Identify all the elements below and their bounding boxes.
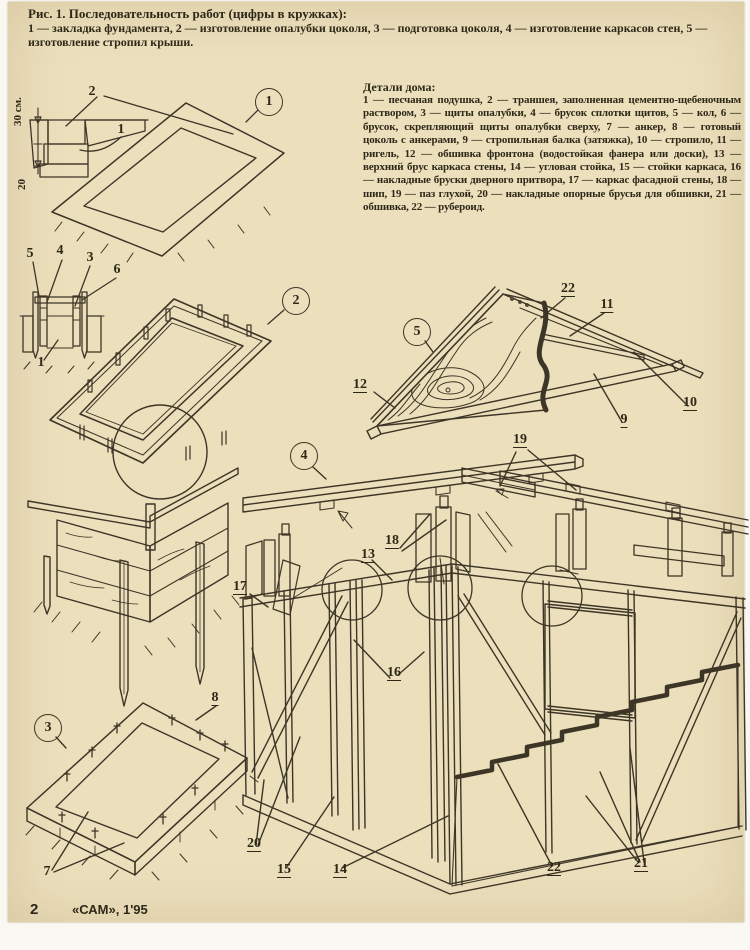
callout-top-beam: 13 bbox=[361, 547, 375, 562]
dim-label-20: 20 bbox=[16, 179, 28, 190]
callout-collar-tie: 11 bbox=[600, 297, 614, 312]
callout-facade-frame: 17 bbox=[233, 579, 247, 594]
callout-stake: 5 bbox=[26, 246, 34, 261]
callout-door-strips: 16 bbox=[387, 665, 401, 680]
callout-gable-sheathing: 12 bbox=[353, 377, 367, 392]
callout-sheathing: 21 bbox=[634, 856, 648, 871]
callout-tie-beam: 9 bbox=[620, 412, 628, 427]
callout-sand-cushion-2: 1 bbox=[37, 355, 45, 370]
step-circle-5: 5 bbox=[403, 318, 431, 346]
figure-caption bbox=[28, 6, 736, 49]
callout-rafter: 10 bbox=[683, 395, 697, 410]
caption-body: 1 — закладка фундамента, 2 — изготовление опалубки цоколя, 3 — подготовка цоколя, 4 — изготовление каркасов стен, 5 — изготовление стропил крыши. bbox=[28, 21, 708, 49]
step-circle-2: 2 bbox=[282, 287, 310, 315]
callout-top-bar: 6 bbox=[113, 262, 121, 277]
magazine-title: «САМ», 1'95 bbox=[72, 902, 148, 917]
parts-legend-heading: Детали дома: bbox=[363, 80, 436, 94]
parts-legend bbox=[363, 80, 741, 215]
step-circle-4: 4 bbox=[290, 442, 318, 470]
callout-plinth: 8 bbox=[211, 690, 219, 705]
callout-ruberoid-wall: 22 bbox=[547, 860, 561, 875]
step-circle-1: 1 bbox=[255, 88, 283, 116]
fig-roof-truss bbox=[367, 287, 703, 439]
callout-trench-fill: 2 bbox=[88, 84, 96, 99]
callout-shield: 3 bbox=[86, 250, 94, 265]
page-number: 2 bbox=[30, 901, 39, 918]
callout-support-bars: 20 bbox=[247, 836, 261, 851]
caption-title: Рис. 1. Последовательность работ (цифры в кружках): bbox=[28, 6, 347, 21]
callout-anchor: 7 bbox=[43, 864, 51, 879]
callout-studs: 15 bbox=[277, 862, 291, 877]
parts-legend-body: 1 — песчаная подушка, 2 — траншея, заполненная цементно-щебеночным раствором, 3 — щиты опалубки, 4 — брусок сплотки щитов, 5 — кол, 6 — брусок, скрепляющий щиты опалубки сверху, 7 — анкер, 8 — готовый цоколь с анкерами, 9 — стропильная балка (затяжка), 10 — стропило, 11 — ригель, 12 — обшивка фронтона (водостойкая фанера или доски), 13 — верхний брус каркаса стены, 14 — угловая стойка, 15 — стойки каркаса, 16 — накладные бруски дверного притвора, 17 — каркас фасадной стены, 18 — шип, 19 — паз глухой, 20 — накладные опорные брусья для обшивки, 21 — обшивка, 22 — рубероид. bbox=[363, 94, 741, 214]
callout-cleat: 4 bbox=[56, 243, 64, 258]
callout-ruberoid-roof: 22 bbox=[561, 281, 575, 296]
fig-wall-frames bbox=[240, 450, 748, 894]
fig-formwork-corner-detail bbox=[28, 468, 239, 706]
callout-tenon: 18 bbox=[385, 533, 399, 548]
step-circle-3: 3 bbox=[34, 714, 62, 742]
callout-sand-cushion: 1 bbox=[117, 122, 125, 137]
callout-blind-groove: 19 bbox=[513, 432, 527, 447]
dim-label-30cm: 30 см. bbox=[12, 97, 24, 126]
fig-foundation-trench bbox=[30, 96, 284, 262]
callout-corner-stud: 14 bbox=[333, 862, 347, 877]
fig-formwork bbox=[20, 260, 284, 499]
